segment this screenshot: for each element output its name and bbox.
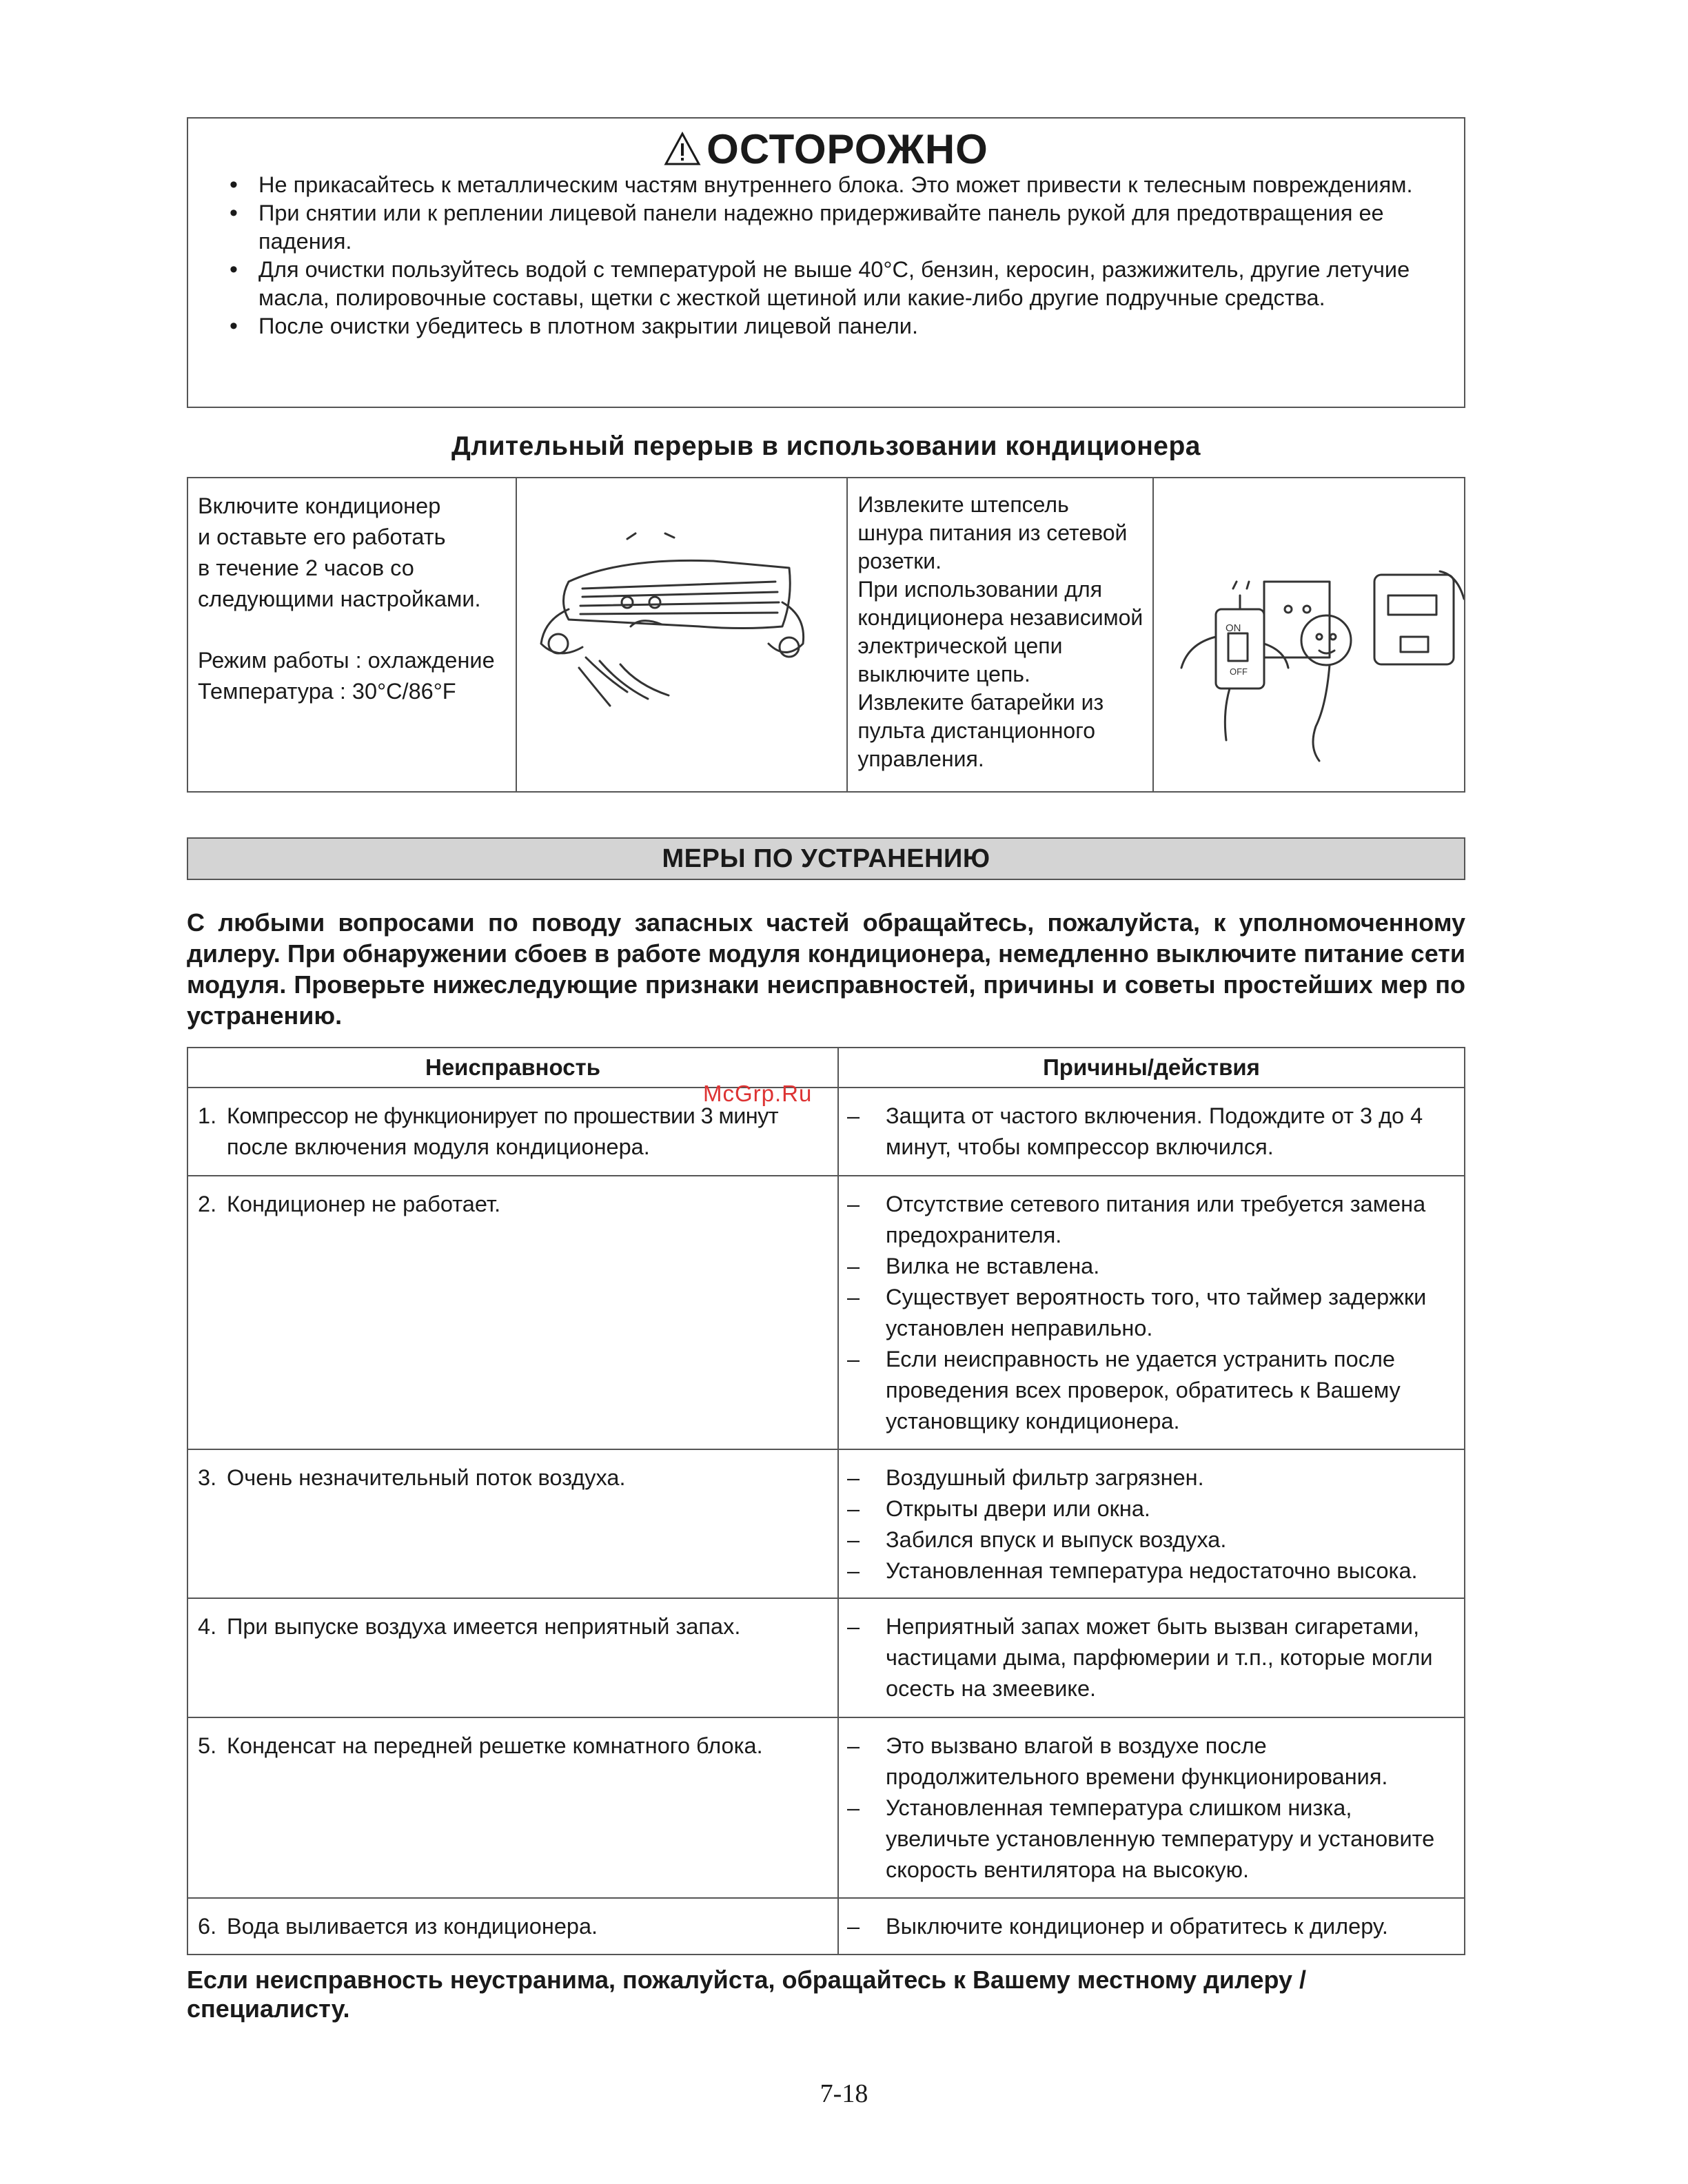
air-conditioner-illustration <box>517 478 848 791</box>
table-header-row <box>187 1048 1465 1088</box>
storage-heading: Длительный перерыв в использовании кондиционера <box>451 431 1201 461</box>
table-row <box>187 1176 1465 1449</box>
causes-cell <box>838 1088 1465 1176</box>
list-item: – Открыты двери или окна. <box>847 1493 1453 1524</box>
caution-box <box>187 117 1465 408</box>
text-line: Извлеките штепсель <box>857 492 1069 517</box>
caution-item: • При снятии или к реплении лицевой панели надежно придерживайте панель рукой для предотвращения ее падения. <box>230 199 1450 256</box>
fault-cell: 1. Компрессор не функционирует по прошествии 3 минут после включения модуля кондиционера. <box>187 1088 838 1176</box>
table-row <box>187 1449 1465 1598</box>
causes-cell <box>838 1449 1465 1598</box>
text-line: При использовании для <box>857 577 1103 602</box>
fault-cell: 5. Конденсат на передней решетке комнатного блока. <box>187 1717 838 1898</box>
causes-cell <box>838 1176 1465 1449</box>
caution-item: • Для очистки пользуйтесь водой с температурой не выше 40°C, бензин, керосин, разжижитель, другие летучие масла, полировочные составы, щетки с жесткой щетиной или какие-либо другие подручные средства. <box>230 256 1450 312</box>
unplug-drawing <box>1154 478 1464 791</box>
table-row <box>187 1717 1465 1898</box>
list-item: – Установленная температура недостаточно высока. <box>847 1555 1453 1586</box>
col-fault-header: Неисправность <box>187 1048 838 1088</box>
storage-table <box>187 477 1465 793</box>
text-line: кондиционера независимой <box>857 605 1143 630</box>
caution-item: • Не прикасайтесь к металлическим частям внутреннего блока. Это может привести к телесным повреждениям. <box>230 171 1450 199</box>
list-item: – Забился впуск и выпуск воздуха. <box>847 1524 1453 1555</box>
list-item: – Отсутствие сетевого питания или требуется замена предохранителя. <box>847 1189 1453 1251</box>
table-row <box>187 1898 1465 1955</box>
list-item: – Выключите кондиционер и обратитесь к дилеру. <box>847 1911 1453 1942</box>
list-item: – Это вызвано влагой в воздухе после продолжительного времени функционирования. <box>847 1731 1453 1793</box>
causes-cell <box>838 1598 1465 1717</box>
col-causes-header: Причины/действия <box>838 1048 1465 1088</box>
indoor-unit-drawing <box>517 478 846 791</box>
table-row <box>187 1598 1465 1717</box>
troubleshooting-table <box>187 1047 1465 1955</box>
list-item: – Воздушный фильтр загрязнен. <box>847 1462 1453 1493</box>
text-line: шнура питания из сетевой <box>857 520 1128 545</box>
list-item: – Защита от частого включения. Подождите от 3 до 4 минут, чтобы компрессор включился. <box>847 1101 1453 1163</box>
text-line: электрической цепи <box>857 633 1063 658</box>
table-row <box>187 1088 1465 1176</box>
caution-list <box>230 171 1450 340</box>
list-item: – Установленная температура слишком низка, увеличьте установленную температуру и установите скорость вентилятора на высокую. <box>847 1793 1453 1886</box>
page-number: 7-18 <box>820 2079 868 2108</box>
storage-left-text <box>188 478 517 791</box>
watermark: McGrp.Ru <box>703 1081 813 1106</box>
text-line: следующими настройками. <box>198 586 481 611</box>
text-line: пульта дистанционного <box>857 718 1095 743</box>
causes-cell <box>838 1898 1465 1955</box>
temp-setting: Температура : 30°C/86°F <box>198 679 456 704</box>
remedy-intro: С любыми вопросами по поводу запасных частей обращайтесь, пожалуйста, к уполномоченному дилеру. При обнаружении сбоев в работе модуля кондиционера, немедленно выключите питание сети модуля. Проверьте нижеследующие признаки неисправностей, причины и советы простейших мер по устранению. <box>187 908 1465 1030</box>
caution-title: ОСТОРОЖНО <box>188 125 1464 173</box>
remedy-banner: МЕРЫ ПО УСТРАНЕНИЮ <box>187 837 1465 880</box>
text-line: и оставьте его работать <box>198 524 446 549</box>
fault-cell: 6. Вода выливается из кондиционера. <box>187 1898 838 1955</box>
unplug-illustration <box>1154 478 1464 791</box>
text-line: розетки. <box>857 549 942 573</box>
list-item: – Вилка не вставлена. <box>847 1251 1453 1282</box>
text-line: в течение 2 часов со <box>198 555 414 580</box>
causes-cell <box>838 1717 1465 1898</box>
storage-right-text <box>848 478 1154 791</box>
text-line: Включите кондиционер <box>198 493 441 518</box>
list-item: – Неприятный запах может быть вызван сигаретами, частицами дыма, парфюмерии и т.п., которые могли осесть на змеевике. <box>847 1611 1453 1704</box>
fault-cell: 3. Очень незначительный поток воздуха. <box>187 1449 838 1598</box>
fault-cell: 2. Кондиционер не работает. <box>187 1176 838 1449</box>
switch-on-label: ON <box>1226 622 1241 634</box>
list-item: – Существует вероятность того, что таймер задержки установлен неправильно. <box>847 1282 1453 1344</box>
switch-off-label: OFF <box>1230 666 1248 677</box>
warning-triangle-icon <box>664 132 701 166</box>
mode-setting: Режим работы : охлаждение <box>198 648 495 673</box>
text-line: выключите цепь. <box>857 662 1030 686</box>
list-item: – Если неисправность не удается устранить после проведения всех проверок, обратитесь к Вашему установщику кондиционера. <box>847 1344 1453 1437</box>
caution-item: • После очистки убедитесь в плотном закрытии лицевой панели. <box>230 312 1450 340</box>
fault-cell: 4. При выпуске воздуха имеется неприятный запах. <box>187 1598 838 1717</box>
final-note: Если неисправность неустранима, пожалуйста, обращайтесь к Вашему местному дилеру / специалисту. <box>187 1966 1307 2023</box>
text-line: Извлеките батарейки из <box>857 690 1104 715</box>
text-line: управления. <box>857 746 984 771</box>
